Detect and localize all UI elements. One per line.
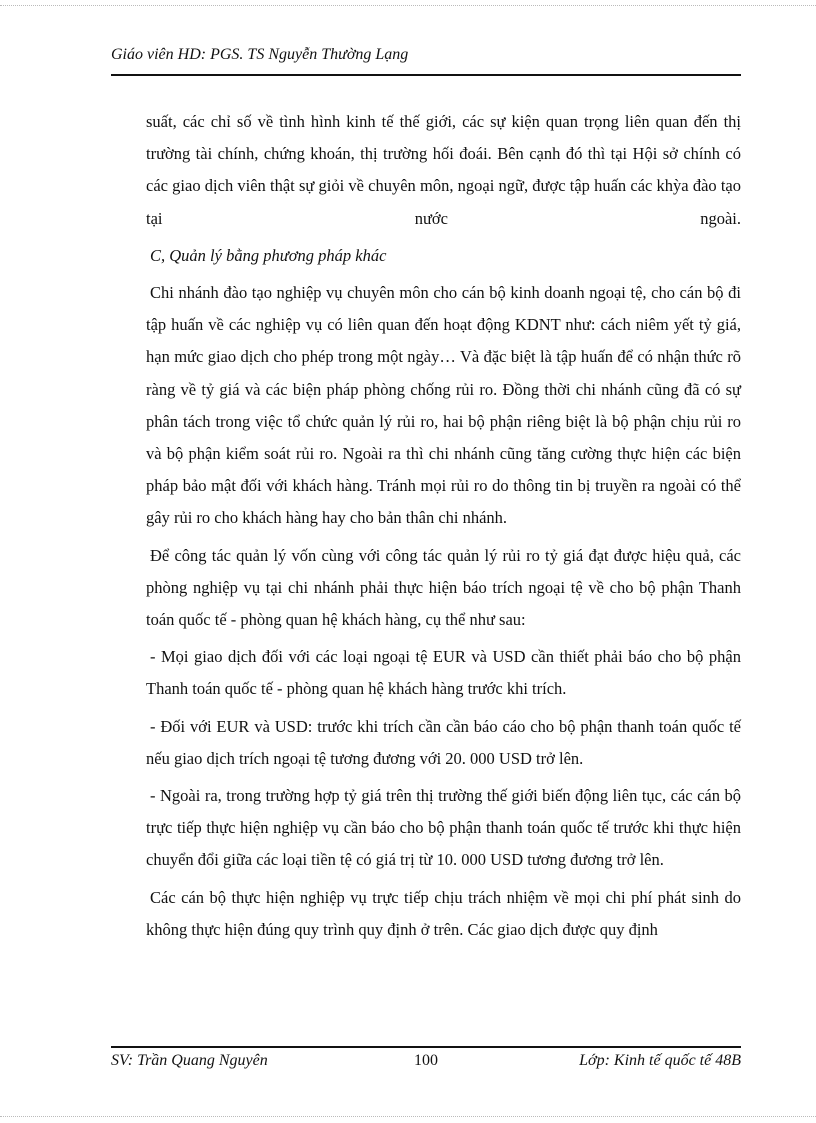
- page-number: 100: [414, 1052, 438, 1069]
- header-rule: [111, 74, 741, 76]
- list-item-threshold-20000: - Đối với EUR và USD: trước khi trích cần cần báo cáo cho bộ phận thanh toán quốc tế nếu giao dịch trích ngoại tệ tương đương với 20. 000 USD trở lên.: [146, 716, 741, 768]
- paragraph-responsibility: Các cán bộ thực hiện nghiệp vụ trực tiếp chịu trách nhiệm về mọi chi phí phát sinh do không thực hiện đúng quy trình quy định ở trên. Các giao dịch được quy định: [146, 887, 741, 939]
- list-item-eur-usd: - Mọi giao dịch đối với các loại ngoại tệ EUR và USD cần thiết phải báo cho bộ phận Thanh toán quốc tế - phòng quan hệ khách hàng trước khi trích.: [146, 647, 741, 699]
- paragraph-continuation: suất, các chỉ số về tình hình kinh tế thế giới, các sự kiện quan trọng liên quan đến thị trường tài chính, chứng khoán, thị trường hối đoái. Bên cạnh đó thì tại Hội sở chính có các giao dịch viên thật sự giỏi về chuyên môn, ngoại ngữ, được tập huấn các khỳa đào tạo tại nước ngoài.: [146, 112, 741, 228]
- list-item-threshold-10000: - Ngoài ra, trong trường hợp tỷ giá trên thị trường thế giới biến động liên tục, các cán bộ trực tiếp thực hiện nghiệp vụ cần báo cho bộ phận thanh toán quốc tế trước khi thực hiện chuyển đổi giữa các loại tiền tệ có giá trị từ 10. 000 USD tương đương trở lên.: [146, 786, 741, 870]
- page-top-dotted-border: [0, 5, 816, 6]
- footer-rule: [111, 1046, 741, 1048]
- footer-class: Lớp: Kinh tế quốc tế 48B: [579, 1052, 741, 1069]
- page-body: [146, 106, 741, 951]
- header-advisor: Giáo viên HD: PGS. TS Nguyễn Thường Lạng: [111, 46, 409, 63]
- paragraph-reporting: Để công tác quản lý vốn cùng với công tác quản lý rủi ro tỷ giá đạt được hiệu quả, các phòng nghiệp vụ tại chi nhánh phải thực hiện báo trích ngoại tệ về cho bộ phận Thanh toán quốc tế - phòng quan hệ khách hàng, cụ thể như sau:: [146, 545, 741, 630]
- footer-student: SV: Trần Quang Nguyên: [111, 1052, 268, 1069]
- page-header: [111, 45, 741, 65]
- page-bottom-dotted-border: [0, 1116, 816, 1117]
- paragraph-training: Chi nhánh đào tạo nghiệp vụ chuyên môn cho cán bộ kinh doanh ngoại tệ, cho cán bộ đi tập huấn về các nghiệp vụ có liên quan đến hoạt động KDNT như: cách niêm yết tỷ giá, hạn mức giao dịch cho phép trong một ngày… Và đặc biệt là tập huấn để có nhận thức rõ ràng về tỷ giá và các biện pháp phòng chống rủi ro. Đồng thời chi nhánh cũng đã có sự phân tách trong việc tổ chức quản lý rủi ro, hai bộ phận riêng biệt là bộ phận chịu rủi ro và bộ phận kiểm soát rủi ro. Ngoài ra thì chi nhánh cũng tăng cường thực hiện các biện pháp bảo mật đối với khách hàng. Tránh mọi rủi ro do thông tin bị truyền ra ngoài có thể gây rủi ro cho khách hàng hay cho bản thân chi nhánh.: [146, 283, 741, 528]
- section-heading: C, Quản lý bằng phương pháp khác: [150, 245, 387, 265]
